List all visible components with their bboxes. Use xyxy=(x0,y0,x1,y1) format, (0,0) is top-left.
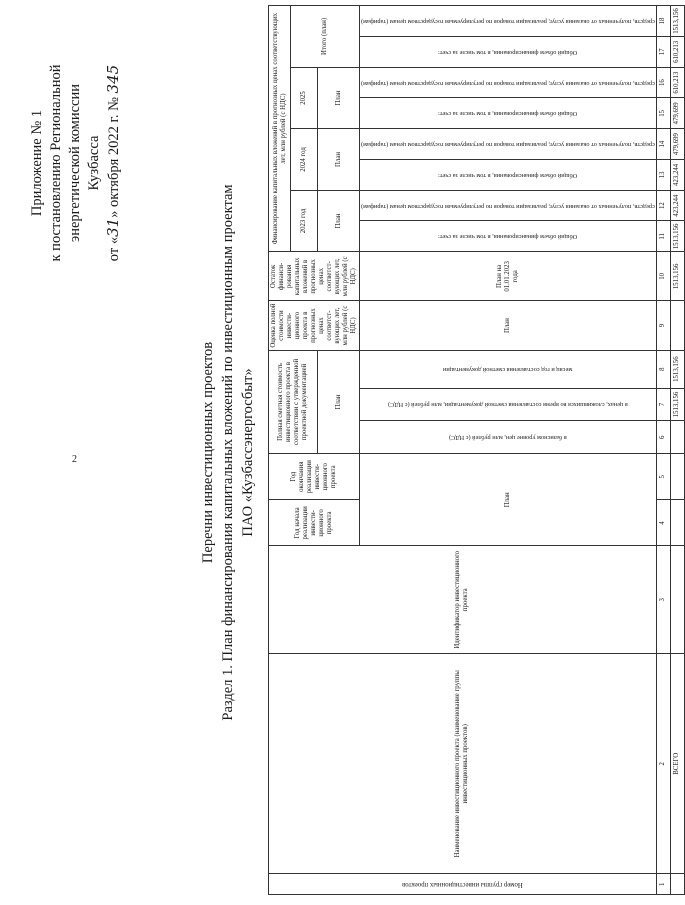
header-total-volume-all: Общий объем финансирования, в том числе за счет: xyxy=(360,37,657,68)
column-number: 13 xyxy=(656,160,670,191)
document-number: 345 xyxy=(104,64,122,94)
header-tariff-2024: средств, полученных от оказания услуг, реализации товаров по регулируемым государством ценам (тарифам) xyxy=(360,129,657,160)
header-balance: Остаток финанси-рования капитальных вложений в прогнозных ценах соответст-вующих лет, млн рублей (с НДС) xyxy=(269,252,360,301)
header-plan-years: План xyxy=(360,454,657,546)
header-total-volume-2025: Общий объем финансирования, в том числе за счет: xyxy=(360,98,657,129)
header-estimate-month: месяц и год составления сметной документации xyxy=(360,350,657,388)
appendix-line-4: Кузбасса xyxy=(86,135,102,191)
appendix-line-1: Приложение № 1 xyxy=(29,109,45,217)
total-cell xyxy=(670,546,684,654)
total-row xyxy=(670,6,684,895)
header-total-volume-2023: Общий объем финансирования, в том числе за счет: xyxy=(360,221,657,252)
column-number: 12 xyxy=(656,190,670,221)
column-number: 5 xyxy=(656,454,670,500)
column-number: 14 xyxy=(656,129,670,160)
appendix-header xyxy=(28,38,124,288)
header-plan-2023: План xyxy=(318,190,360,252)
total-label: ВСЕГО xyxy=(670,654,684,874)
total-cell: 1513,156 xyxy=(670,6,684,37)
main-title: Перечни инвестиционных проектов xyxy=(200,341,216,564)
company-title: ПАО «Кузбассэнергосбыт» xyxy=(240,368,256,537)
section-title: Раздел 1. План финансирования капитальных вложений по инвестиционным проектам xyxy=(220,184,236,721)
column-number: 2 xyxy=(656,654,670,874)
header-plan-valuation: План xyxy=(360,301,657,350)
date-mid: » октября 2022 г. № xyxy=(106,97,122,218)
header-year-2025: 2025 xyxy=(291,67,318,129)
header-year-2024: 2024 год xyxy=(291,129,318,191)
column-number: 17 xyxy=(656,37,670,68)
column-number: 11 xyxy=(656,221,670,252)
date-day: 31 xyxy=(104,217,122,237)
total-cell: 1513,156 xyxy=(670,388,684,421)
column-number: 10 xyxy=(656,252,670,301)
total-cell xyxy=(670,301,684,350)
header-valuation: Оценка полной стоимости инвести-ционного проекта в прогнозных ценах соответст-вующих лет, млн рублей (с НДС) xyxy=(269,301,360,350)
total-cell: 1513,156 xyxy=(670,221,684,252)
header-tariff-2023: средств, полученных от оказания услуг, реализации товаров по регулируемым государством ценам (тарифам) xyxy=(360,190,657,221)
total-cell: 479,699 xyxy=(670,98,684,129)
column-number: 4 xyxy=(656,500,670,546)
column-number: 1 xyxy=(656,874,670,895)
column-number-row xyxy=(656,6,670,895)
column-number: 7 xyxy=(656,388,670,421)
header-estimate-base: в базисном уровне цен, млн рублей (с НДС) xyxy=(360,421,657,454)
total-cell: 423,244 xyxy=(670,190,684,221)
column-number: 16 xyxy=(656,67,670,98)
total-cell xyxy=(670,454,684,500)
total-cell xyxy=(670,421,684,454)
header-estimate-full: Полная сметная стоимость инвестиционного проекта в соответствии с утвержденной проектной документацией xyxy=(269,350,318,454)
appendix-line-2: к постановлению Региональной xyxy=(48,64,64,262)
appendix-line-3: энергетической комиссии xyxy=(67,83,83,243)
header-row-1 xyxy=(269,6,291,895)
header-end-year: Год окончания реализации инвести-ционного проекта xyxy=(269,454,360,500)
total-cell xyxy=(670,874,684,895)
total-cell: 423,244 xyxy=(670,160,684,191)
header-tariff-all: средств, полученных от оказания услуг, реализации товаров по регулируемым государством ценам (тарифам) xyxy=(360,6,657,37)
total-cell: 610,213 xyxy=(670,67,684,98)
header-plan-2024: План xyxy=(318,129,360,191)
header-plan-2025: План xyxy=(318,67,360,129)
header-total: Итого (план) xyxy=(291,6,360,68)
total-cell: 1513,156 xyxy=(670,350,684,388)
appendix-date-line xyxy=(104,38,124,288)
column-number: 9 xyxy=(656,301,670,350)
header-group-no: Номер группы инвестиционных проектов xyxy=(269,874,657,895)
page-number: 2 xyxy=(72,454,77,465)
header-plan-balance: План на 01.01.2023 года xyxy=(360,252,657,301)
column-number: 6 xyxy=(656,421,670,454)
total-cell: 610,213 xyxy=(670,37,684,68)
column-number: 3 xyxy=(656,546,670,654)
total-cell xyxy=(670,500,684,546)
header-year-2023: 2023 год xyxy=(291,190,318,252)
header-financing: Финансирование капитальных вложений в прогнозных ценах соответствующих лет, млн рублей (с НДС) xyxy=(269,6,291,252)
header-plan-estimate: План xyxy=(318,350,360,454)
column-number: 18 xyxy=(656,6,670,37)
header-tariff-2025: средств, полученных от оказания услуг, реализации товаров по регулируемым государством ценам (тарифам) xyxy=(360,67,657,98)
header-total-volume-2024: Общий объем финансирования, в том числе за счет: xyxy=(360,160,657,191)
total-cell: 1513,156 xyxy=(670,252,684,301)
header-project-name: Наименование инвестиционного проекта (наименование группы инвестиционных проектов) xyxy=(269,654,657,874)
date-prefix: от « xyxy=(106,236,122,262)
header-start-year: Год начала реализации инвести-ционного проекта xyxy=(269,500,360,546)
total-cell: 479,699 xyxy=(670,129,684,160)
header-project-id: Идентификатор инвестиционного проекта xyxy=(269,546,657,654)
investment-table xyxy=(268,5,685,895)
column-number: 8 xyxy=(656,350,670,388)
column-number: 15 xyxy=(656,98,670,129)
header-estimate-current: в ценах, сложившихся во время составления сметной документации, млн рублей (с НДС) xyxy=(360,388,657,421)
